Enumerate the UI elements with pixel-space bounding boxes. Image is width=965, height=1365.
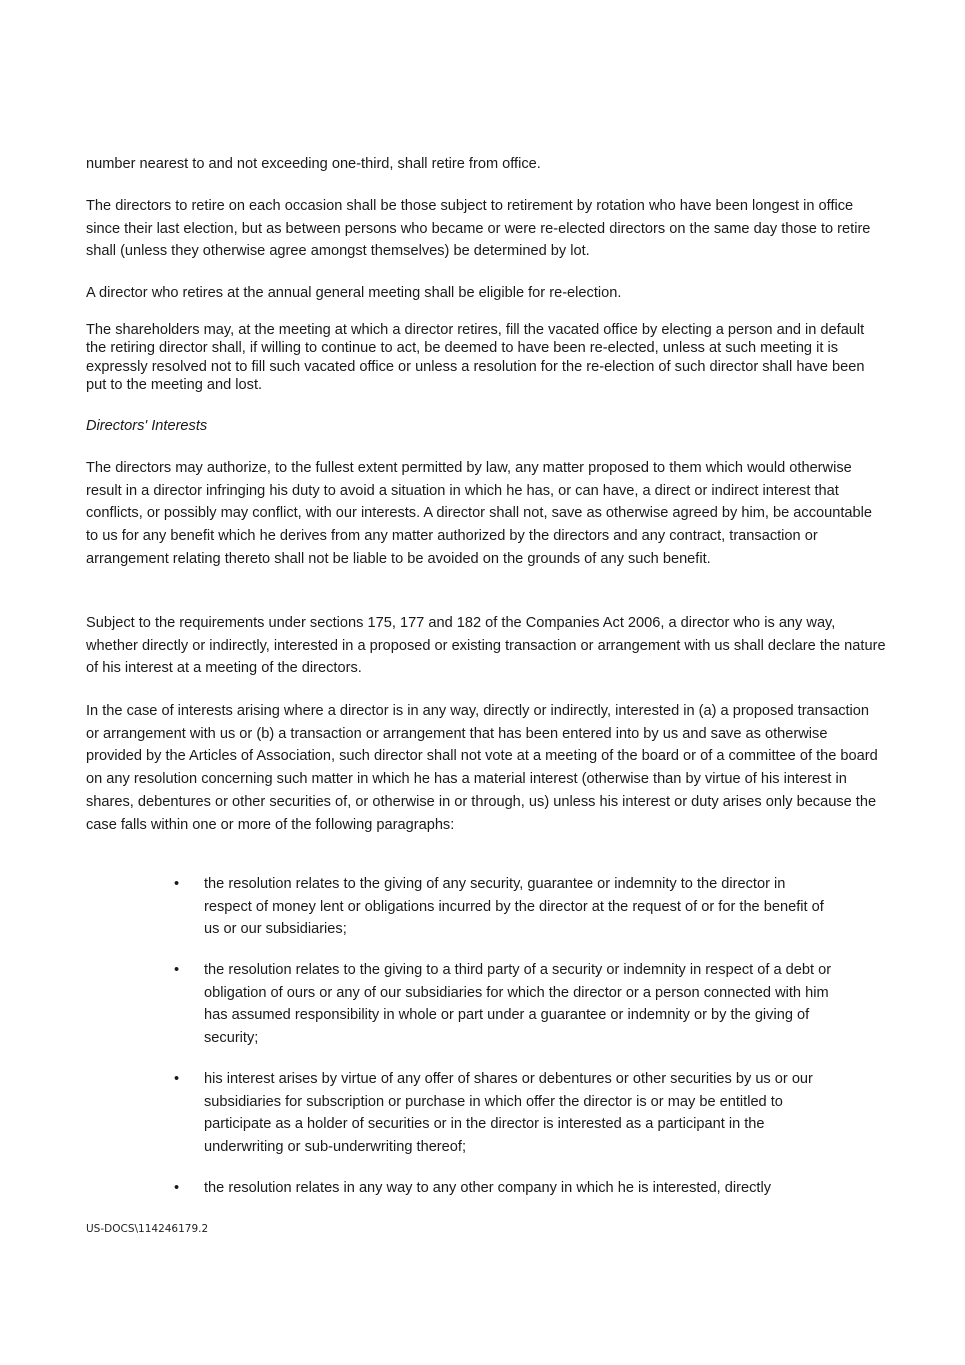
list-item-text: the resolution relates to the giving of any security, guarantee or indemnity to the director in respect of money lent or obligations incurred by the director at the request of or for the benefit of us or our subsidiaries; — [204, 876, 824, 938]
paragraph-directors-may-authorize: The directors may authorize, to the fullest extent permitted by law, any matter proposed to them which would otherwise result in a director infringing his duty to avoid a situation in which he has, or can have, a direct or indirect interest that conflicts, or possibly may conflict, with our interests. A director shall not, save as otherwise agreed by him, be accountable to us for any benefit which he derives from any matter authorized by the directors and any contract, transaction or arrangement relating thereto shall not be liable to be avoided on the grounds of any such benefit. — [86, 460, 873, 567]
paragraph-re-election-eligibility: A director who retires at the annual general meeting shall be eligible for re-election. — [86, 285, 622, 301]
list-item-text: his interest arises by virtue of any offer of shares or debentures or other securities by us or our subsidiaries for subscription or purchase in which offer the director is or may be entitled to participate as a holder of securities or in the director is interested as a participant in the underwriting or sub-underwriting thereof; — [204, 1071, 813, 1156]
bullet-icon: • — [174, 876, 180, 892]
bullet-icon: • — [174, 962, 180, 978]
paragraph-companies-act-declaration: Subject to the requirements under sections 175, 177 and 182 of the Companies Act 2006, a director who is any way, whether directly or indirectly, interested in a proposed or existing transaction or arrangement with us shall declare the nature of his interest at a meeting of the directors. — [86, 615, 886, 677]
paragraph-interests-arising: In the case of interests arising where a director is in any way, directly or indirectly, interested in (a) a proposed transaction or arrangement with us or (b) a transaction or arrangement that has been entered into by us and save as otherwise provided by the Articles of Association, such director shall not vote at a meeting of the board or of a committee of the board on any resolution concerning such matter in which he has a material interest (otherwise than by virtue of his interest in shares, debentures or other securities of, or otherwise in or through, us) unless his interest or duty arises only because the case falls within one or more of the following paragraphs: — [86, 703, 878, 833]
paragraph-retire-one-third: number nearest to and not exceeding one-third, shall retire from office. — [86, 156, 541, 172]
list-item-text: the resolution relates to the giving to a third party of a security or indemnity in respect of a debt or obligation of ours or any of our subsidiaries for which the director or a person connected with him has assumed responsibility in whole or part under a guarantee or indemnity or by the giving of security; — [204, 962, 832, 1047]
section-heading-directors-interests: Directors' Interests — [86, 418, 208, 434]
paragraph-directors-to-retire: The directors to retire on each occasion shall be those subject to retirement by rotation who have been longest in office since their last election, but as between persons who became or were re-elected directors on the same day those to retire shall (unless they otherwise agree amongst themselves) be determined by lot. — [86, 198, 871, 260]
paragraph-shareholders-fill-office: The shareholders may, at the meeting at which a director retires, fill the vacated office by electing a person and in default the retiring director shall, if willing to continue to act, be deemed to have been re-elected, unless at such meeting it is expressly resolved not to fill such vacated office or unless a resolution for the re-election of such director shall have been put to the meeting and lost. — [86, 322, 865, 393]
document-footer-id: US-DOCS\114246179.2 — [86, 1223, 209, 1235]
bullet-icon: • — [174, 1071, 180, 1087]
list-item-text: the resolution relates in any way to any other company in which he is interested, directly — [204, 1180, 772, 1196]
bullet-icon: • — [174, 1180, 180, 1196]
